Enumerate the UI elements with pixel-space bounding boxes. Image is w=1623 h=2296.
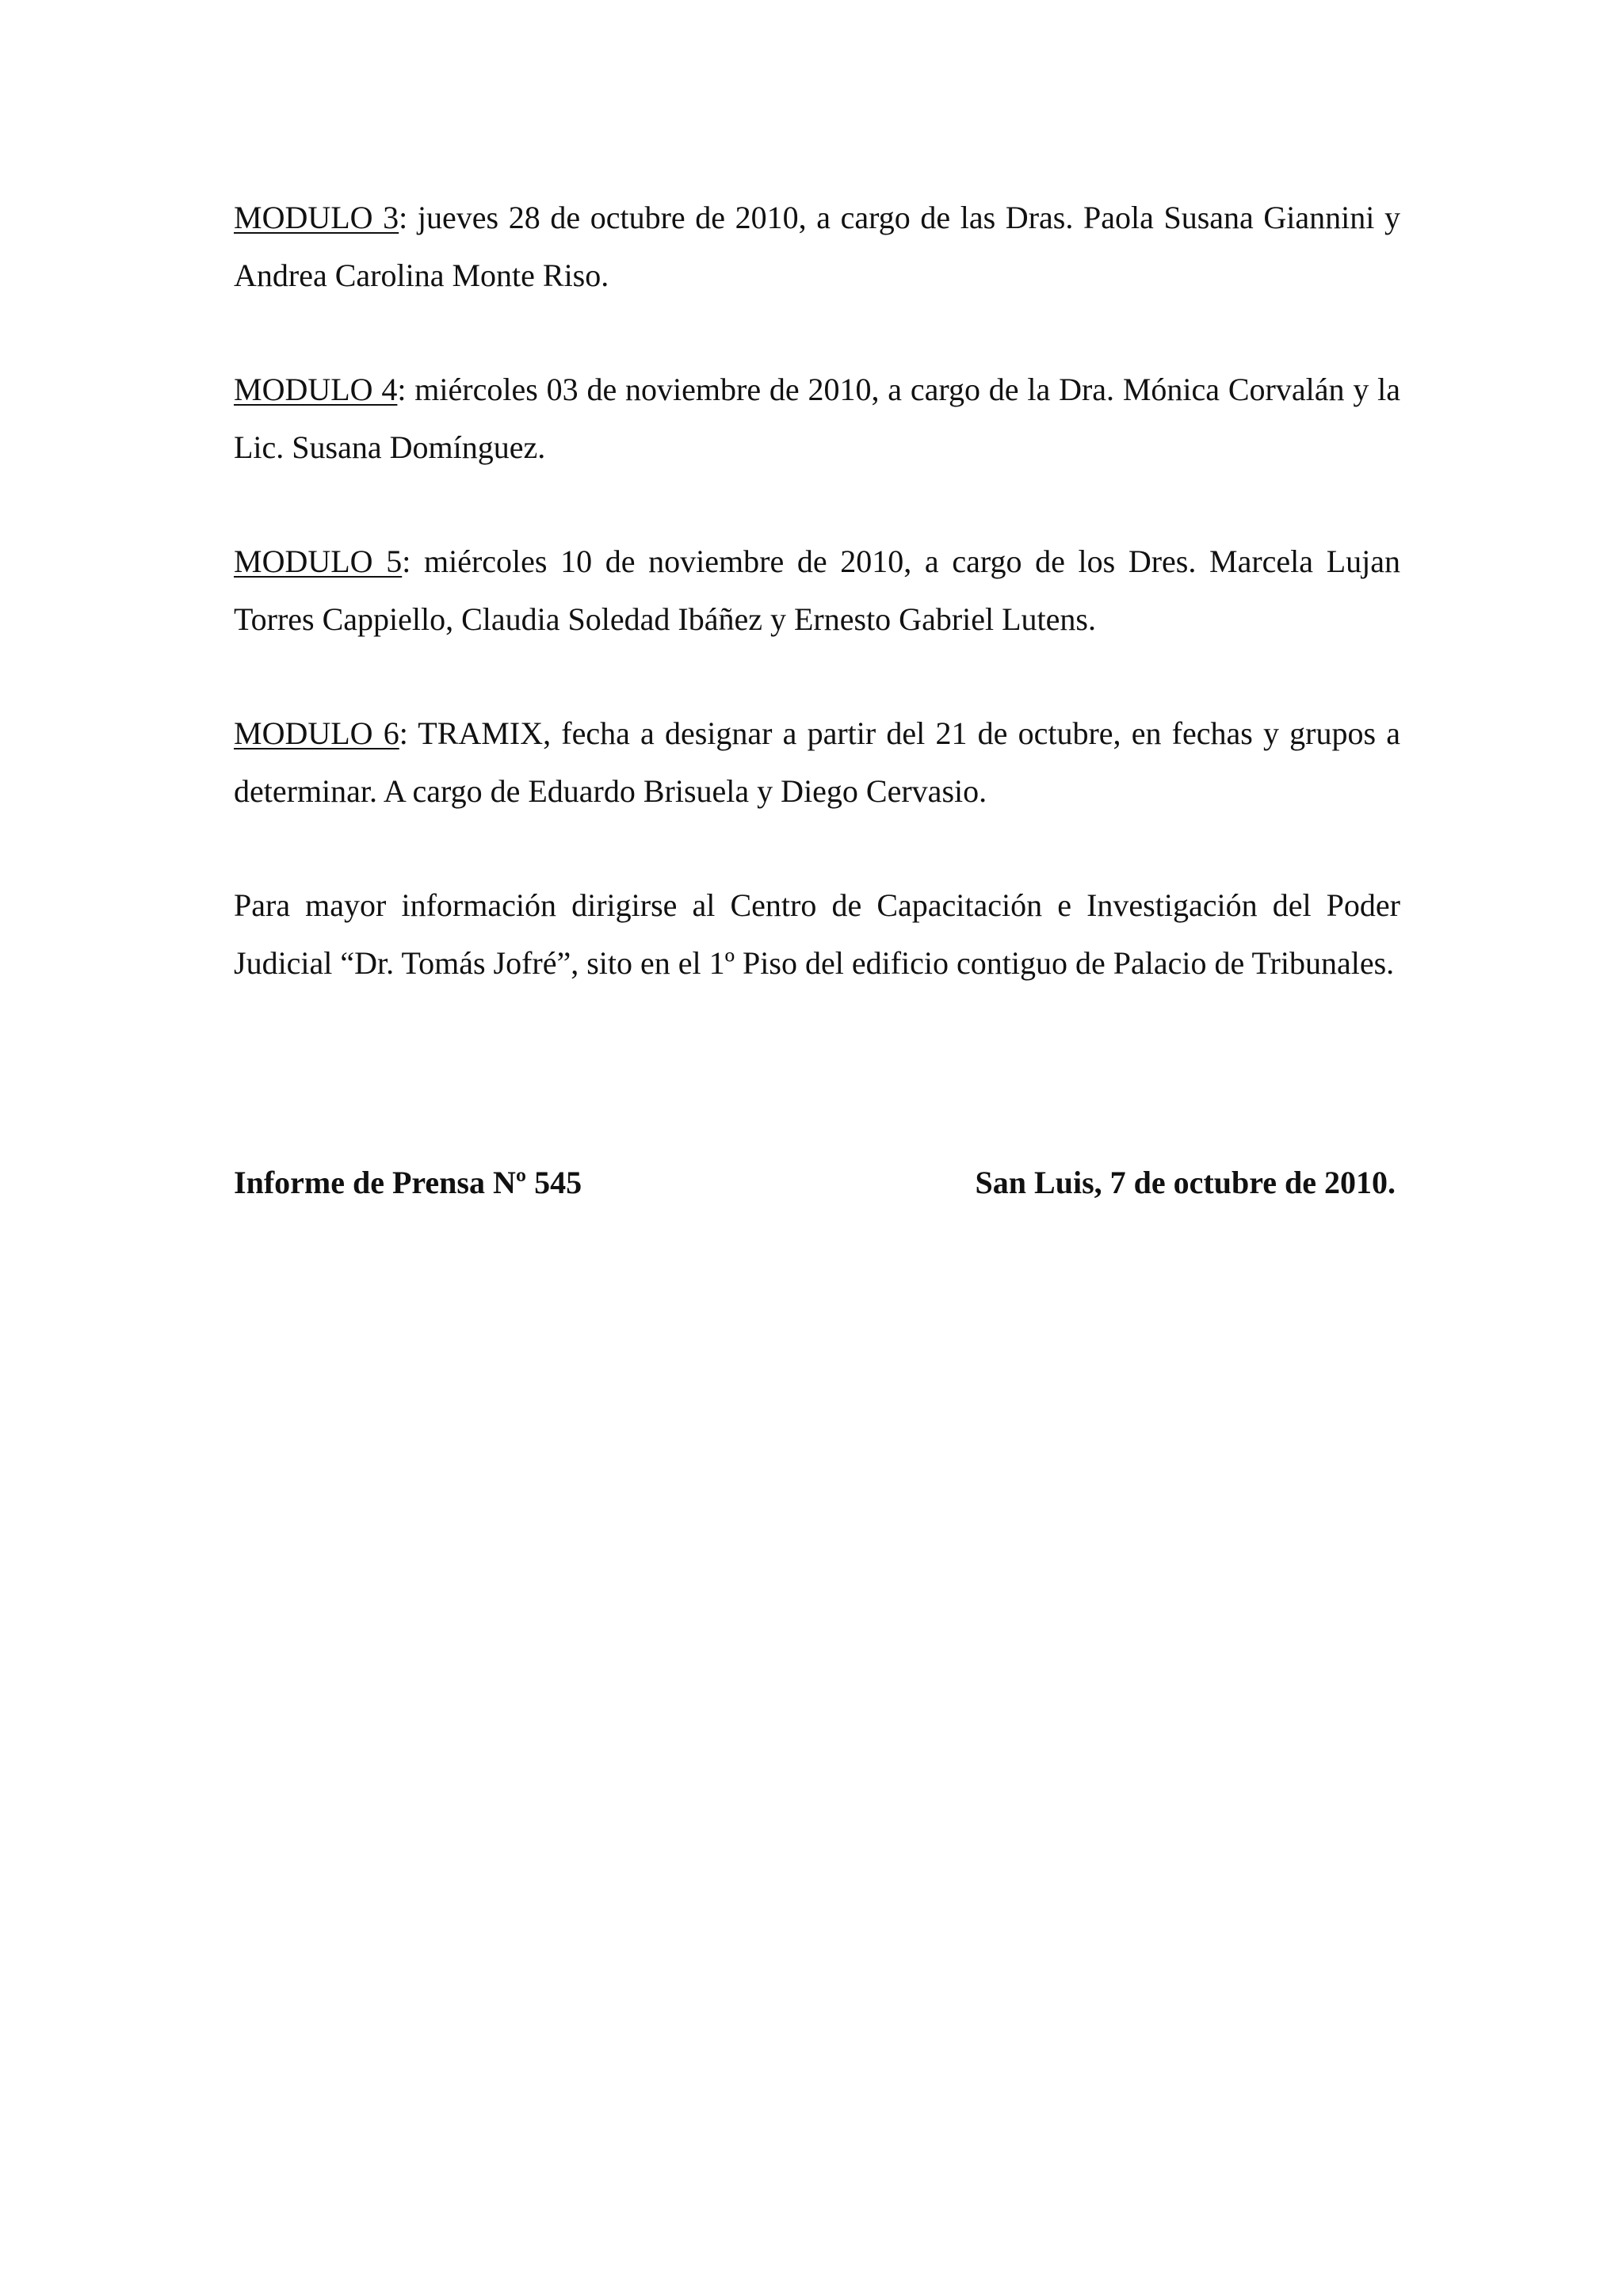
place-and-date: San Luis, 7 de octubre de 2010. (975, 1165, 1396, 1200)
module-3-text: : jueves 28 de octubre de 2010, a cargo de las Dras. Paola Susana Giannini y Andrea Carolina Monte Riso. (234, 200, 1400, 293)
module-5-label: MODULO 5 (234, 543, 403, 579)
module-3-label: MODULO 3 (234, 200, 399, 235)
module-6-paragraph (234, 704, 1400, 820)
module-5-paragraph (234, 532, 1400, 648)
info-paragraph: Para mayor información dirigirse al Centro de Capacitación e Investigación del Poder Judicial “Dr. Tomás Jofré”, sito en el 1º Piso del edificio contiguo de Palacio de Tribunales. (234, 887, 1400, 981)
module-6-text: : TRAMIX, fecha a designar a partir del 21 de octubre, en fechas y grupos a determinar. A cargo de Eduardo Brisuela y Diego Cervasio. (234, 715, 1400, 809)
document-body (234, 189, 1400, 992)
module-4-label: MODULO 4 (234, 372, 398, 407)
module-4-text: : miércoles 03 de noviembre de 2010, a cargo de la Dra. Mónica Corvalán y la Lic. Susana Domínguez. (234, 372, 1401, 465)
module-5-text: : miércoles 10 de noviembre de 2010, a cargo de los Dres. Marcela Lujan Torres Cappiello, Claudia Soledad Ibáñez y Ernesto Gabriel Lutens. (234, 543, 1400, 637)
module-3-paragraph (234, 189, 1400, 304)
press-report-footer (234, 1159, 1396, 1207)
press-report-number: Informe de Prensa Nº 545 (234, 1165, 582, 1200)
module-4-paragraph (234, 360, 1400, 476)
module-6-label: MODULO 6 (234, 715, 399, 751)
